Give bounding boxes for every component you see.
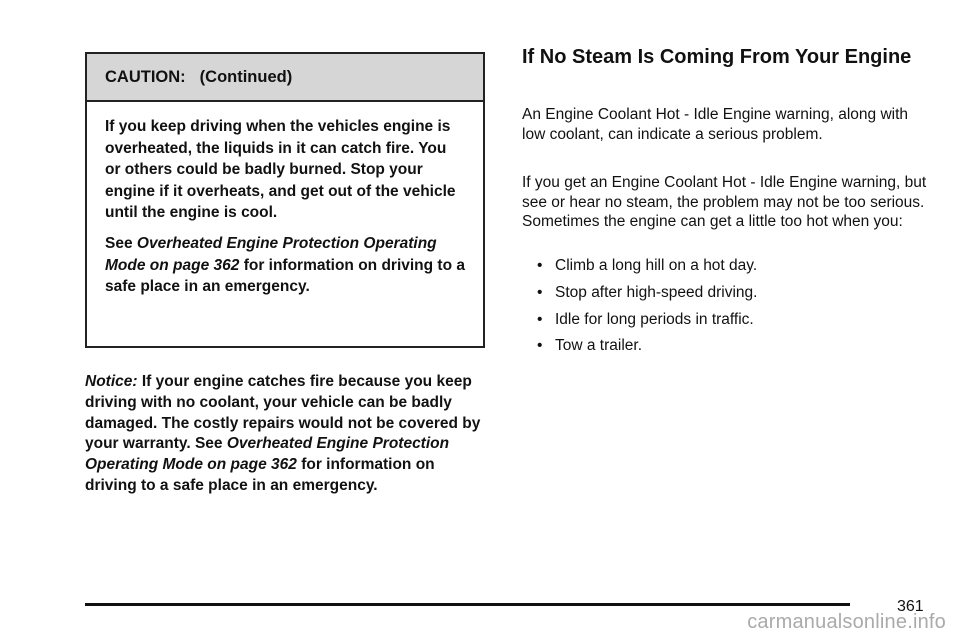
- list-item-text: Climb a long hill on a hot day.: [555, 257, 758, 274]
- list-item-text: Tow a trailer.: [555, 337, 643, 355]
- notice-page-reference: Overheated Engine Protection Operating Mode on page 362: [85, 435, 450, 474]
- list-item: [537, 337, 917, 364]
- notice-text: If your engine catches fire because you keep driving with no coolant, your vehicle can be badly damaged. The costly repairs would not be covered by your warranty. See: [85, 373, 481, 453]
- caution-box: [85, 52, 485, 348]
- footer-rule: [85, 603, 850, 606]
- bullet-icon: •: [537, 337, 543, 355]
- list-item-text: Idle for long periods in traffic.: [555, 310, 754, 328]
- section-paragraph-1: [522, 105, 932, 144]
- caution-see-suffix: for information on driving to a safe place in an emergency.: [105, 256, 465, 296]
- notice-label: Notice:: [85, 373, 138, 390]
- caution-page-reference: Overheated Engine Protection Operating Mode on page 362: [105, 234, 437, 274]
- condition-list: [537, 257, 917, 364]
- bullet-icon: •: [537, 257, 543, 274]
- caution-header: [87, 54, 483, 102]
- list-item: [537, 257, 917, 284]
- section-paragraph-1-text: An Engine Coolant Hot - Idle Engine warning, along with low coolant, can indicate a serious problem.: [522, 106, 909, 143]
- list-item: [537, 284, 917, 311]
- bullet-icon: •: [537, 283, 543, 301]
- page-number: 361: [897, 598, 924, 615]
- section-title: If No Steam Is Coming From Your Engine: [522, 46, 912, 68]
- bullet-icon: •: [537, 310, 543, 328]
- caution-see-prefix: See: [105, 234, 133, 252]
- section-paragraph-2-text: If you get an Engine Coolant Hot - Idle Engine warning, but see or hear no steam, the problem may not be too serious. Sometimes the engine can get a little too hot when you:: [522, 174, 927, 230]
- caution-see-paragraph: [105, 233, 465, 298]
- caution-label: CAUTION:: [105, 67, 186, 86]
- caution-paragraph: If you keep driving when the vehicles engine is overheated, the liquids in it can catch fire. You or others could be badly burned. Stop your engine if it overheats, and get out of the vehicle until the engine is cool.: [105, 118, 456, 222]
- caution-body: [87, 102, 483, 298]
- caution-status: (Continued): [199, 67, 293, 86]
- notice-text-end: for information on driving to a safe place in an emergency.: [85, 456, 435, 494]
- section-paragraph-2: [522, 173, 932, 232]
- list-item: [537, 311, 917, 338]
- watermark: carmanualsonline.info: [747, 611, 946, 633]
- list-item-text: Stop after high-speed driving.: [555, 283, 758, 301]
- notice-paragraph: [85, 372, 490, 497]
